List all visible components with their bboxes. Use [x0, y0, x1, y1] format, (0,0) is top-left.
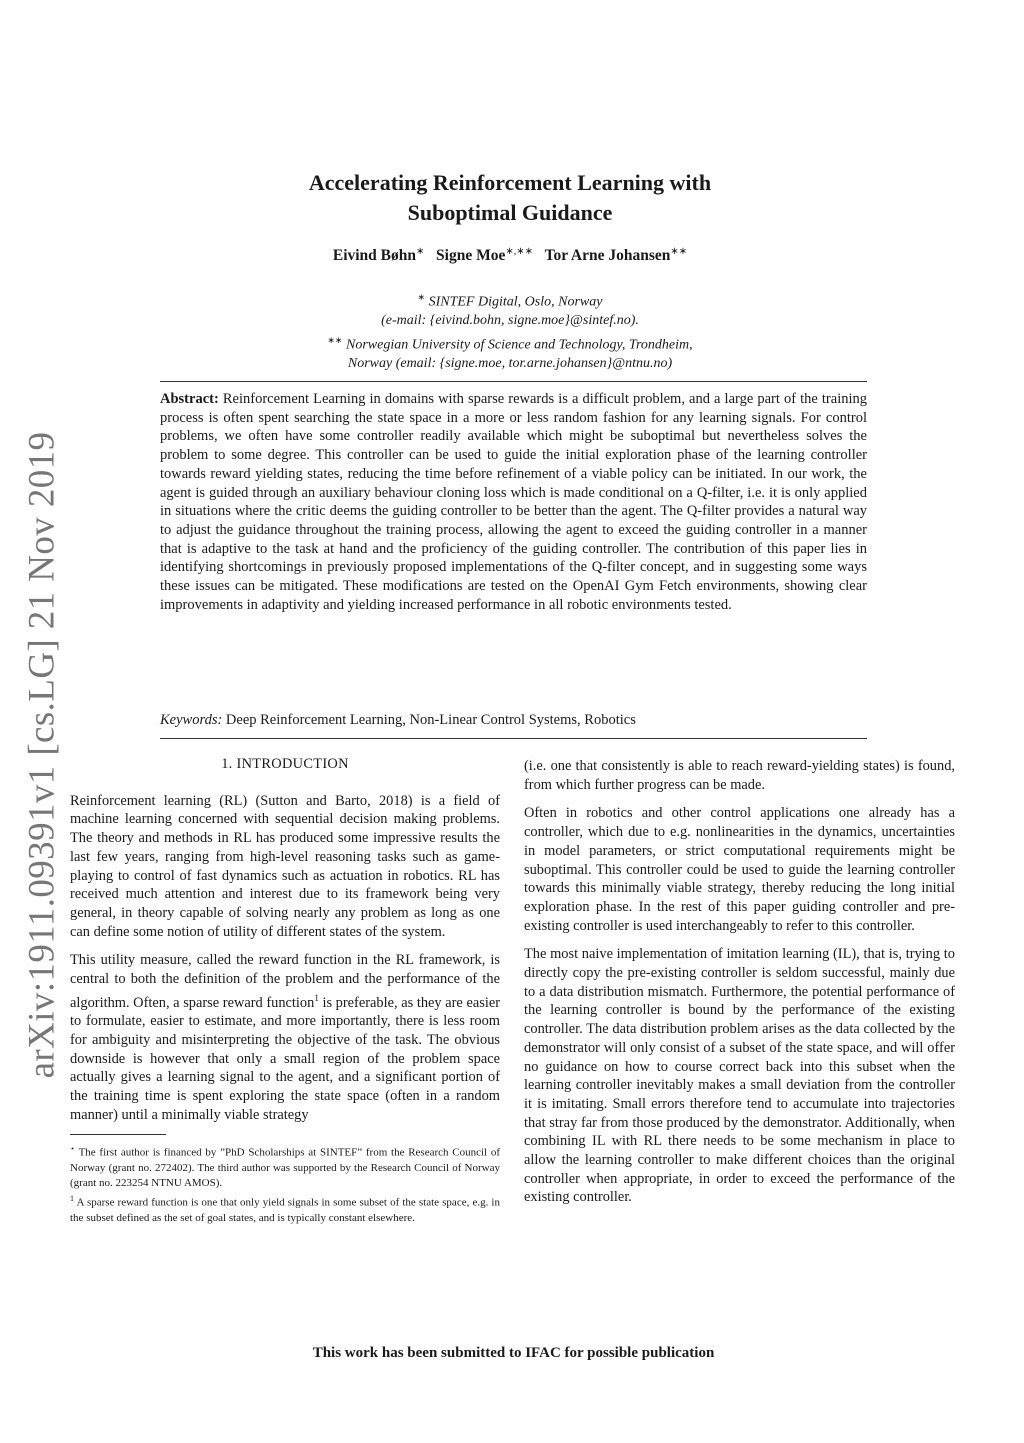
abstract	[160, 390, 867, 614]
affiliations	[160, 288, 860, 373]
right-column	[524, 757, 955, 1217]
footnote-text: The first author is financed by ”PhD Scholarships at SINTEF” from the Research Council of Norway (grant no. 272402). The third author was supported by the Research Council of Norway (grant no. 223254 NTNU AMOS).	[70, 1147, 500, 1190]
abstract-top-rule	[160, 381, 867, 382]
keywords	[160, 712, 867, 729]
affil-mark: ∗	[417, 292, 426, 302]
keywords-bottom-rule	[160, 738, 867, 739]
author-name: Signe Moe	[436, 247, 506, 265]
intro-paragraph-2	[70, 951, 500, 1124]
footnote-rule	[70, 1134, 166, 1135]
author-mark: ∗,∗∗	[505, 246, 533, 257]
keywords-text: Deep Reinforcement Learning, Non-Linear Control Systems, Robotics	[225, 712, 636, 728]
footnote-mark: ⋆	[70, 1144, 76, 1154]
intro-paragraph-3: Often in robotics and other control applications one already has a controller, which due to e.g. nonlinearities in the dynamics, uncertainties in model parameters, or strict computational requirements might be suboptimal. This controller could be used to guide the learning controller towards this minimally viable strategy, thereby reducing the long initial exploration phase. In the rest of this paper guiding controller and pre-existing controller is used interchangeably to refer to this controller.	[524, 805, 955, 934]
author-list	[160, 246, 860, 265]
title-line-2: Suboptimal Guidance	[407, 200, 613, 225]
author-name: Eivind Bøhn	[332, 247, 417, 265]
paper-title	[160, 168, 860, 228]
affil-mark: ∗∗	[327, 334, 343, 345]
intro-paragraph-4: The most naive implementation of imitation learning (IL), that is, trying to directly copy the pre-existing controller is seldom successful, mainly due to a data distribution mismatch. Furthermore, the potential performance of the learning controller is bound by the performance of the existing controller. The data distribution problem arises as the data collected by the demonstrator will only consist of a subset of the state space, and will offer no guidance on how to course correct back into this subset when the learning controller inevitably makes a small deviation from the controller it is imitating. Small errors therefore tend to accumulate into trajectories that stray far from those produced by the demonstrator. Additionally, when combining IL with RL there needs to be some mechanism in place to allow the learning controller to make different choices than the original controller when appropriate, in order to exceed the performance of the existing controller.	[524, 946, 955, 1206]
intro-p2-part-b: is preferable, as they are easier to formulate, easier to estimate, and more importantly, there is less room for ambiguity and misinterpreting the objective of the task. The obvious downside is however that only a small region of the problem space actually gives a learning signal to the agent, and a significant portion of the training time is spent exploring the state space (often in a random manner) until a minimally viable strategy	[70, 994, 501, 1123]
arxiv-id-text: arXiv:1911.09391v1 [cs.LG] 21 Nov 2019	[21, 431, 63, 1079]
intro-paragraph-1: Reinforcement learning (RL) (Sutton and Barto, 2018) is a field of machine learning concerned with sequential decision making problems. The theory and methods in RL has produced some impressive results the last few years, ranging from high-level reasoning tasks such as game-playing to control of fast dynamics such as actuation in robotics. RL has received much attention and interest due to its framework being very general, in theory capable of solving nearly any problem as long as one can define some notion of utility of different states of the system.	[70, 792, 500, 940]
affil-1-line-1: SINTEF Digital, Oslo, Norway	[428, 294, 603, 310]
keywords-label: Keywords:	[160, 712, 223, 728]
affil-2-line-1: Norwegian University of Science and Technology, Trondheim,	[345, 337, 693, 353]
intro-p2-part-a: This utility measure, called the reward function in the RL framework, is central to both the definition of the problem and the performance of the algorithm. Often, a sparse reward function	[70, 952, 500, 1011]
affil-1-line-2: (e-mail: {eivind.bohn, signe.moe}@sintef.no).	[381, 313, 639, 329]
footnote-text: A sparse reward function is one that only yield signals in some subset of the state space, e.g. in the subset defined as the set of goal states, and is typically constant elsewhere.	[70, 1196, 500, 1224]
section-heading: 1. INTRODUCTION	[221, 756, 349, 772]
abstract-text: Reinforcement Learning in domains with sparse rewards is a difficult problem, and a large part of the training process is often spent searching the state space in a more or less random fashion for any learning signals. For control problems, we often have some controller readily available which might be suboptimal but nevertheless solves the problem to some degree. This controller can be used to guide the initial exploration phase of the learning controller towards reward yielding states, reducing the time before refinement of a viable policy can be initiated. In our work, the agent is guided through an auxiliary behaviour cloning loss which is made conditional on a Q-filter, i.e. it is only applied in situations where the critic deems the guiding controller to be better than the agent. The Q-filter provides a natural way to adjust the guidance throughout the training process, allowing the agent to exceed the guiding controller in a manner that is adaptive to the task at hand and the proficiency of the guiding controller. The contribution of this paper lies in identifying shortcomings in previously proposed implementations of the Q-filter concept, and in suggesting some ways these issues can be mitigated. These modifications are tested on the OpenAI Gym Fetch environments, showing clear improvements in adaptivity and yielding increased performance in all robotic environments tested.	[160, 391, 867, 613]
author-mark: ∗∗	[670, 246, 688, 257]
title-line-1: Accelerating Reinforcement Learning with	[308, 170, 712, 195]
submission-note: This work has been submitted to IFAC for possible publication	[312, 1345, 715, 1361]
author-name: Tor Arne Johansen	[544, 247, 671, 265]
arxiv-identifier-stamp	[21, 431, 63, 1079]
footnotes	[70, 1141, 500, 1225]
footnote-mark: 1	[70, 1194, 74, 1204]
abstract-label: Abstract:	[160, 391, 219, 407]
left-column	[70, 755, 500, 1226]
affil-2-line-2: Norway (email: {signe.moe, tor.arne.johansen}@ntnu.no)	[347, 355, 673, 371]
footnote-item	[70, 1191, 500, 1226]
footnote-ref: 1	[314, 992, 319, 1003]
author-mark: ∗	[416, 246, 425, 257]
footnote-item	[70, 1141, 500, 1191]
intro-paragraph-continued: (i.e. one that consistently is able to reach reward-yielding states) is found, from which further progress can be made.	[524, 758, 955, 793]
